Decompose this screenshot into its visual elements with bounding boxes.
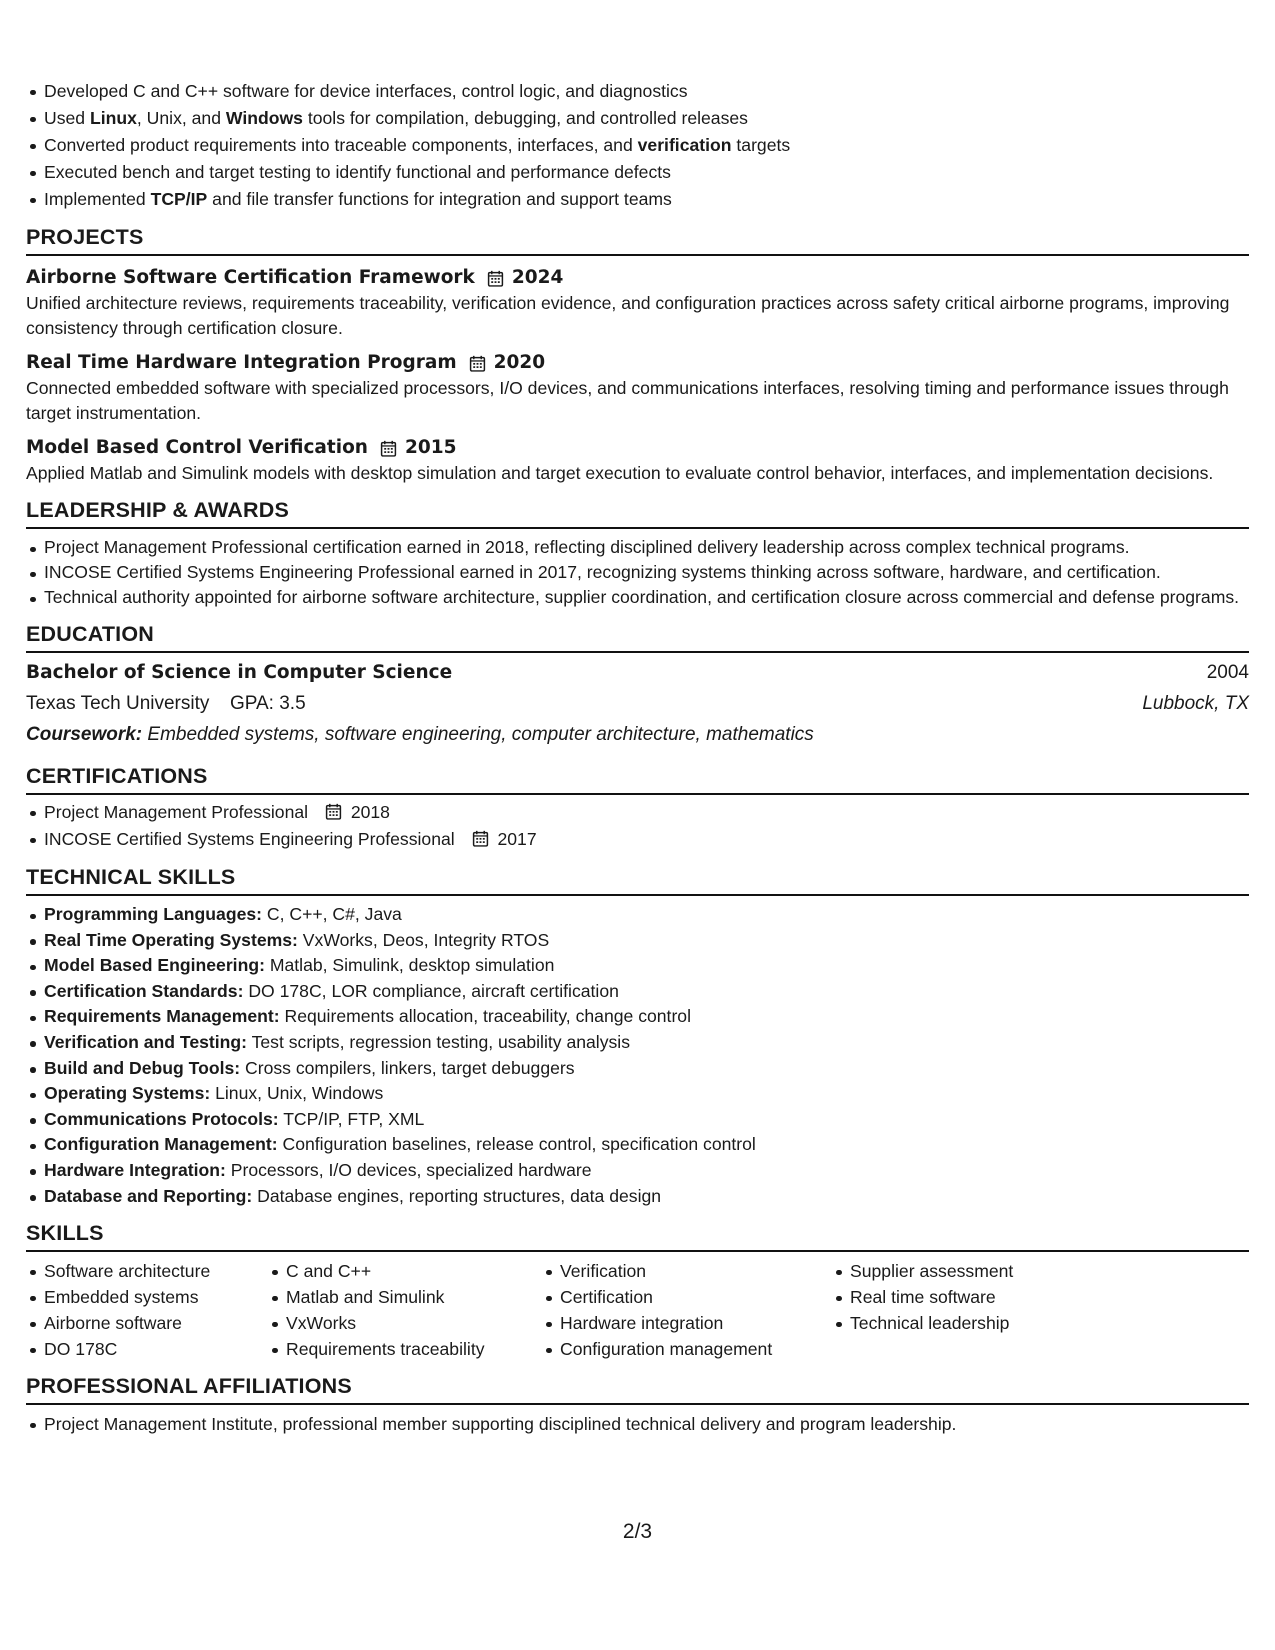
certification-name: Project Management Professional <box>44 802 309 822</box>
certification-item <box>44 799 1249 826</box>
skill-item: Verification <box>560 1258 832 1284</box>
project-year: 2020 <box>493 352 546 373</box>
skills-column <box>542 1258 832 1362</box>
education-school: Texas Tech University <box>26 693 210 714</box>
skill-item: Real time software <box>850 1284 1150 1310</box>
skill-item: Embedded systems <box>44 1284 268 1310</box>
skill-item: C and C++ <box>286 1258 542 1284</box>
project-title: Real Time Hardware Integration Program <box>26 352 457 373</box>
skill-item: Certification <box>560 1284 832 1310</box>
education-year: 2004 <box>1206 662 1249 683</box>
skills-column <box>268 1258 542 1362</box>
affiliations-heading: PROFESSIONAL AFFILIATIONS <box>26 1374 1249 1405</box>
project-item <box>26 265 1249 341</box>
certification-year: 2018 <box>350 802 390 822</box>
calendar-icon <box>469 355 486 372</box>
education-heading: EDUCATION <box>26 622 1249 653</box>
calendar-icon <box>487 270 504 287</box>
projects-heading: PROJECTS <box>26 225 1249 256</box>
leadership-item: INCOSE Certified Systems Engineering Professional earned in 2017, recognizing systems thinking across software, hardware, and certification. <box>44 560 1249 585</box>
project-description: Applied Matlab and Simulink models with desktop simulation and target execution to evaluate control behavior, interfaces, and implementation decisions. <box>26 463 1214 483</box>
skill-item: Requirements traceability <box>286 1336 542 1362</box>
skill-item: Matlab and Simulink <box>286 1284 542 1310</box>
project-description: Unified architecture reviews, requirements traceability, verification evidence, and configuration practices across safety critical airborne programs, improving consistency through certification closure. <box>26 293 1230 338</box>
resume-page <box>26 78 1249 1438</box>
skills-column <box>832 1258 1150 1362</box>
experience-bullet: Developed C and C++ software for device interfaces, control logic, and diagnostics <box>44 78 1249 105</box>
certification-year: 2017 <box>497 829 537 849</box>
page-number: 2/3 <box>622 1520 653 1543</box>
skill-item: DO 178C <box>44 1336 268 1362</box>
coursework-text: Embedded systems, software engineering, computer architecture, mathematics <box>147 724 814 745</box>
technical-skill-item: Operating Systems: Linux, Unix, Windows <box>44 1081 1249 1107</box>
project-title: Airborne Software Certification Framework <box>26 267 475 288</box>
coursework-label: Coursework: <box>26 724 143 745</box>
skill-item: Hardware integration <box>560 1310 832 1336</box>
technical-skills-list <box>26 902 1249 1209</box>
certifications-heading: CERTIFICATIONS <box>26 764 1249 795</box>
affiliation-item: Project Management Institute, professional member supporting disciplined technical delivery and program leadership. <box>44 1411 1249 1438</box>
technical-skill-item: Hardware Integration: Processors, I/O devices, specialized hardware <box>44 1158 1249 1184</box>
experience-bullet: Converted product requirements into traceable components, interfaces, and verification targets <box>44 132 1249 159</box>
calendar-icon <box>380 440 397 457</box>
education-degree-row <box>26 657 1249 688</box>
leadership-heading: LEADERSHIP & AWARDS <box>26 498 1249 529</box>
project-item <box>26 435 1249 486</box>
affiliations-list <box>26 1411 1249 1438</box>
technical-skill-item: Model Based Engineering: Matlab, Simulink, desktop simulation <box>44 953 1249 979</box>
project-year: 2024 <box>511 267 564 288</box>
education-coursework <box>26 719 1249 750</box>
certification-name: INCOSE Certified Systems Engineering Professional <box>44 829 455 849</box>
experience-bullet: Implemented TCP/IP and file transfer functions for integration and support teams <box>44 186 1249 213</box>
skill-item: Airborne software <box>44 1310 268 1336</box>
technical-skill-item: Database and Reporting: Database engines, reporting structures, data design <box>44 1184 1249 1210</box>
skills-heading: SKILLS <box>26 1221 1249 1252</box>
technical-skill-item: Certification Standards: DO 178C, LOR compliance, aircraft certification <box>44 979 1249 1005</box>
skill-item: VxWorks <box>286 1310 542 1336</box>
skill-item: Software architecture <box>44 1258 268 1284</box>
leadership-list <box>26 535 1249 610</box>
technical-skill-item: Build and Debug Tools: Cross compilers, linkers, target debuggers <box>44 1056 1249 1082</box>
certifications-list <box>26 799 1249 853</box>
project-description: Connected embedded software with specialized processors, I/O devices, and communications interfaces, resolving timing and performance issues through target instrumentation. <box>26 378 1229 423</box>
technical-skill-item: Programming Languages: C, C++, C#, Java <box>44 902 1249 928</box>
certification-item <box>44 826 1249 853</box>
technical-skill-item: Real Time Operating Systems: VxWorks, Deos, Integrity RTOS <box>44 928 1249 954</box>
experience-bullet-list <box>26 78 1249 213</box>
skill-item: Supplier assessment <box>850 1258 1150 1284</box>
project-year: 2015 <box>404 437 457 458</box>
education-gpa: GPA: 3.5 <box>229 693 306 714</box>
technical-skill-item: Communications Protocols: TCP/IP, FTP, XML <box>44 1107 1249 1133</box>
experience-bullet: Used Linux, Unix, and Windows tools for compilation, debugging, and controlled releases <box>44 105 1249 132</box>
education-school-row <box>26 688 1249 719</box>
technical-skill-item: Configuration Management: Configuration baselines, release control, specification control <box>44 1132 1249 1158</box>
project-title: Model Based Control Verification <box>26 437 368 458</box>
calendar-icon <box>472 830 489 847</box>
technical-skill-item: Verification and Testing: Test scripts, regression testing, usability analysis <box>44 1030 1249 1056</box>
project-item <box>26 350 1249 426</box>
technical-skill-item: Requirements Management: Requirements allocation, traceability, change control <box>44 1004 1249 1030</box>
leadership-item: Technical authority appointed for airborne software architecture, supplier coordination, and certification closure across commercial and defense programs. <box>44 585 1249 610</box>
skill-item: Technical leadership <box>850 1310 1150 1336</box>
leadership-item: Project Management Professional certification earned in 2018, reflecting disciplined delivery leadership across complex technical programs. <box>44 535 1249 560</box>
skill-item: Configuration management <box>560 1336 832 1362</box>
experience-bullet: Executed bench and target testing to identify functional and performance defects <box>44 159 1249 186</box>
education-location: Lubbock, TX <box>1142 693 1249 714</box>
skills-grid <box>26 1258 1249 1362</box>
skills-column <box>26 1258 268 1362</box>
calendar-icon <box>325 803 342 820</box>
technical-skills-heading: TECHNICAL SKILLS <box>26 865 1249 896</box>
education-degree: Bachelor of Science in Computer Science <box>26 662 453 683</box>
